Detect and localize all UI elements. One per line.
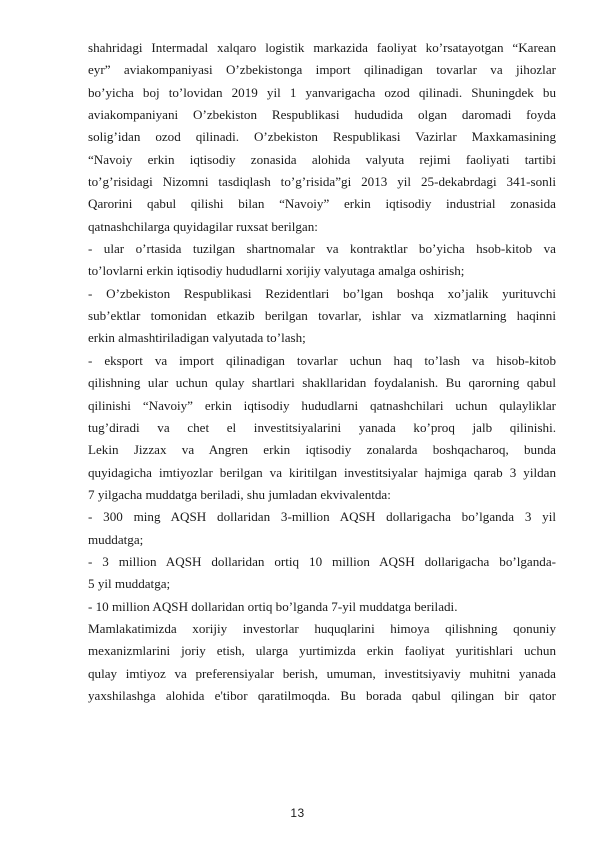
text-line: muddatga; xyxy=(88,531,144,547)
text-line: - 300 ming AQSH dollaridan 3-million AQSH dollarigacha bo’lganda 3 yil xyxy=(88,509,556,525)
text-line: yaxshilashga alohida e'tibor qaratilmoqda. Bu borada qabul qilingan bir qator xyxy=(88,687,556,703)
text-line: bo’yicha boj to’lovidan 2019 yil 1 yanvarigacha ozod qilinadi. Shuningdek bu xyxy=(88,84,556,100)
text-line: eyr” aviakompaniyasi O’zbekistonga import qilinadigan tovarlar va jihozlar xyxy=(88,62,556,78)
text-line: 7 yilgacha muddatga beriladi, shu jumladan ekvivalentda: xyxy=(88,486,391,502)
text-line: tug’diradi va chet el investitsiyalarini yanada ko’proq jalb qilinishi. xyxy=(88,419,556,435)
text-line: aviakompaniyani O’zbekiston Respublikasi hududida olgan daromadi foyda xyxy=(88,107,556,123)
text-line: - ular o’rtasida tuzilgan shartnomalar va kontraktlar bo’yicha hsob-kitob va xyxy=(88,241,556,257)
text-line: Lekin Jizzax va Angren erkin iqtisodiy zonalarda boshqacharoq, bunda xyxy=(88,442,556,458)
text-line: sub’ektlar tomonidan etkazib berilgan tovarlar, ishlar va xizmatlarning haqinni xyxy=(88,308,556,324)
text-line: “Navoiy erkin iqtisodiy zonasida alohida valyuta rejimi faoliyati tartibi xyxy=(88,151,556,167)
text-line: qilinishi “Navoiy” erkin iqtisodiy hududlarni qatnashchilari uchun qulayliklar xyxy=(88,397,556,413)
text-line: Qarorini qabul qilishi bilan “Navoiy” erkin iqtisodiy industrial zonasida xyxy=(88,196,556,212)
text-line: qatnashchilarga quyidagilar ruxsat berilgan: xyxy=(88,218,318,234)
text-line: - 3 million AQSH dollaridan ortiq 10 million AQSH dollarigacha bo’lganda- xyxy=(88,553,556,569)
text-line: qulay imtiyoz va preferensiyalar berish, umuman, investitsiyaviy muhitni yanada xyxy=(88,665,556,681)
text-line: mexanizmlarini joriy etish, ularga yurtimizda erkin faoliyat yuritishlari uchun xyxy=(88,643,556,659)
text-line: quyidagicha imtiyozlar berilgan va kiritilgan investitsiyalar hajmiga qarab 3 yildan xyxy=(88,464,556,480)
text-line: qilishning ular uchun qulay shartlari shakllaridan foydalanish. Bu qarorning qabul xyxy=(88,375,556,391)
text-line: solig’idan ozod qilinadi. O’zbekiston Respublikasi Vazirlar Maxkamasining xyxy=(88,129,556,145)
text-line: shahridagi Intermadal xalqaro logistik markazida faoliyat ko’rsatayotgan “Karean xyxy=(88,40,556,55)
text-line: to’lovlarni erkin iqtisodiy hududlarni xorijiy valyutaga amalga oshirish; xyxy=(88,263,465,279)
text-line: to’g’risidagi Nizomni tasdiqlash to’g’risida”gi 2013 yil 25-dekabrdagi 341-sonli xyxy=(88,174,556,190)
text-line: - 10 million AQSH dollaridan ortiq bo’lganda 7-yil muddatga beriladi. xyxy=(88,598,458,614)
text-line: - eksport va import qilinadigan tovarlar uchun haq to’lash va hisob-kitob xyxy=(88,352,556,368)
text-line: erkin almashtiriladigan valyutada to’lash; xyxy=(88,330,306,346)
text-line: - O’zbekiston Respublikasi Rezidentlari bo’lgan boshqa xo’jalik yurituvchi xyxy=(88,285,556,301)
document-body xyxy=(88,37,556,707)
text-line: Mamlakatimizda xorijiy investorlar huquqlarini himoya qilishning qonuniy xyxy=(88,620,556,636)
text-line: 5 yil muddatga; xyxy=(88,576,171,592)
page-number: 13 xyxy=(290,806,305,820)
